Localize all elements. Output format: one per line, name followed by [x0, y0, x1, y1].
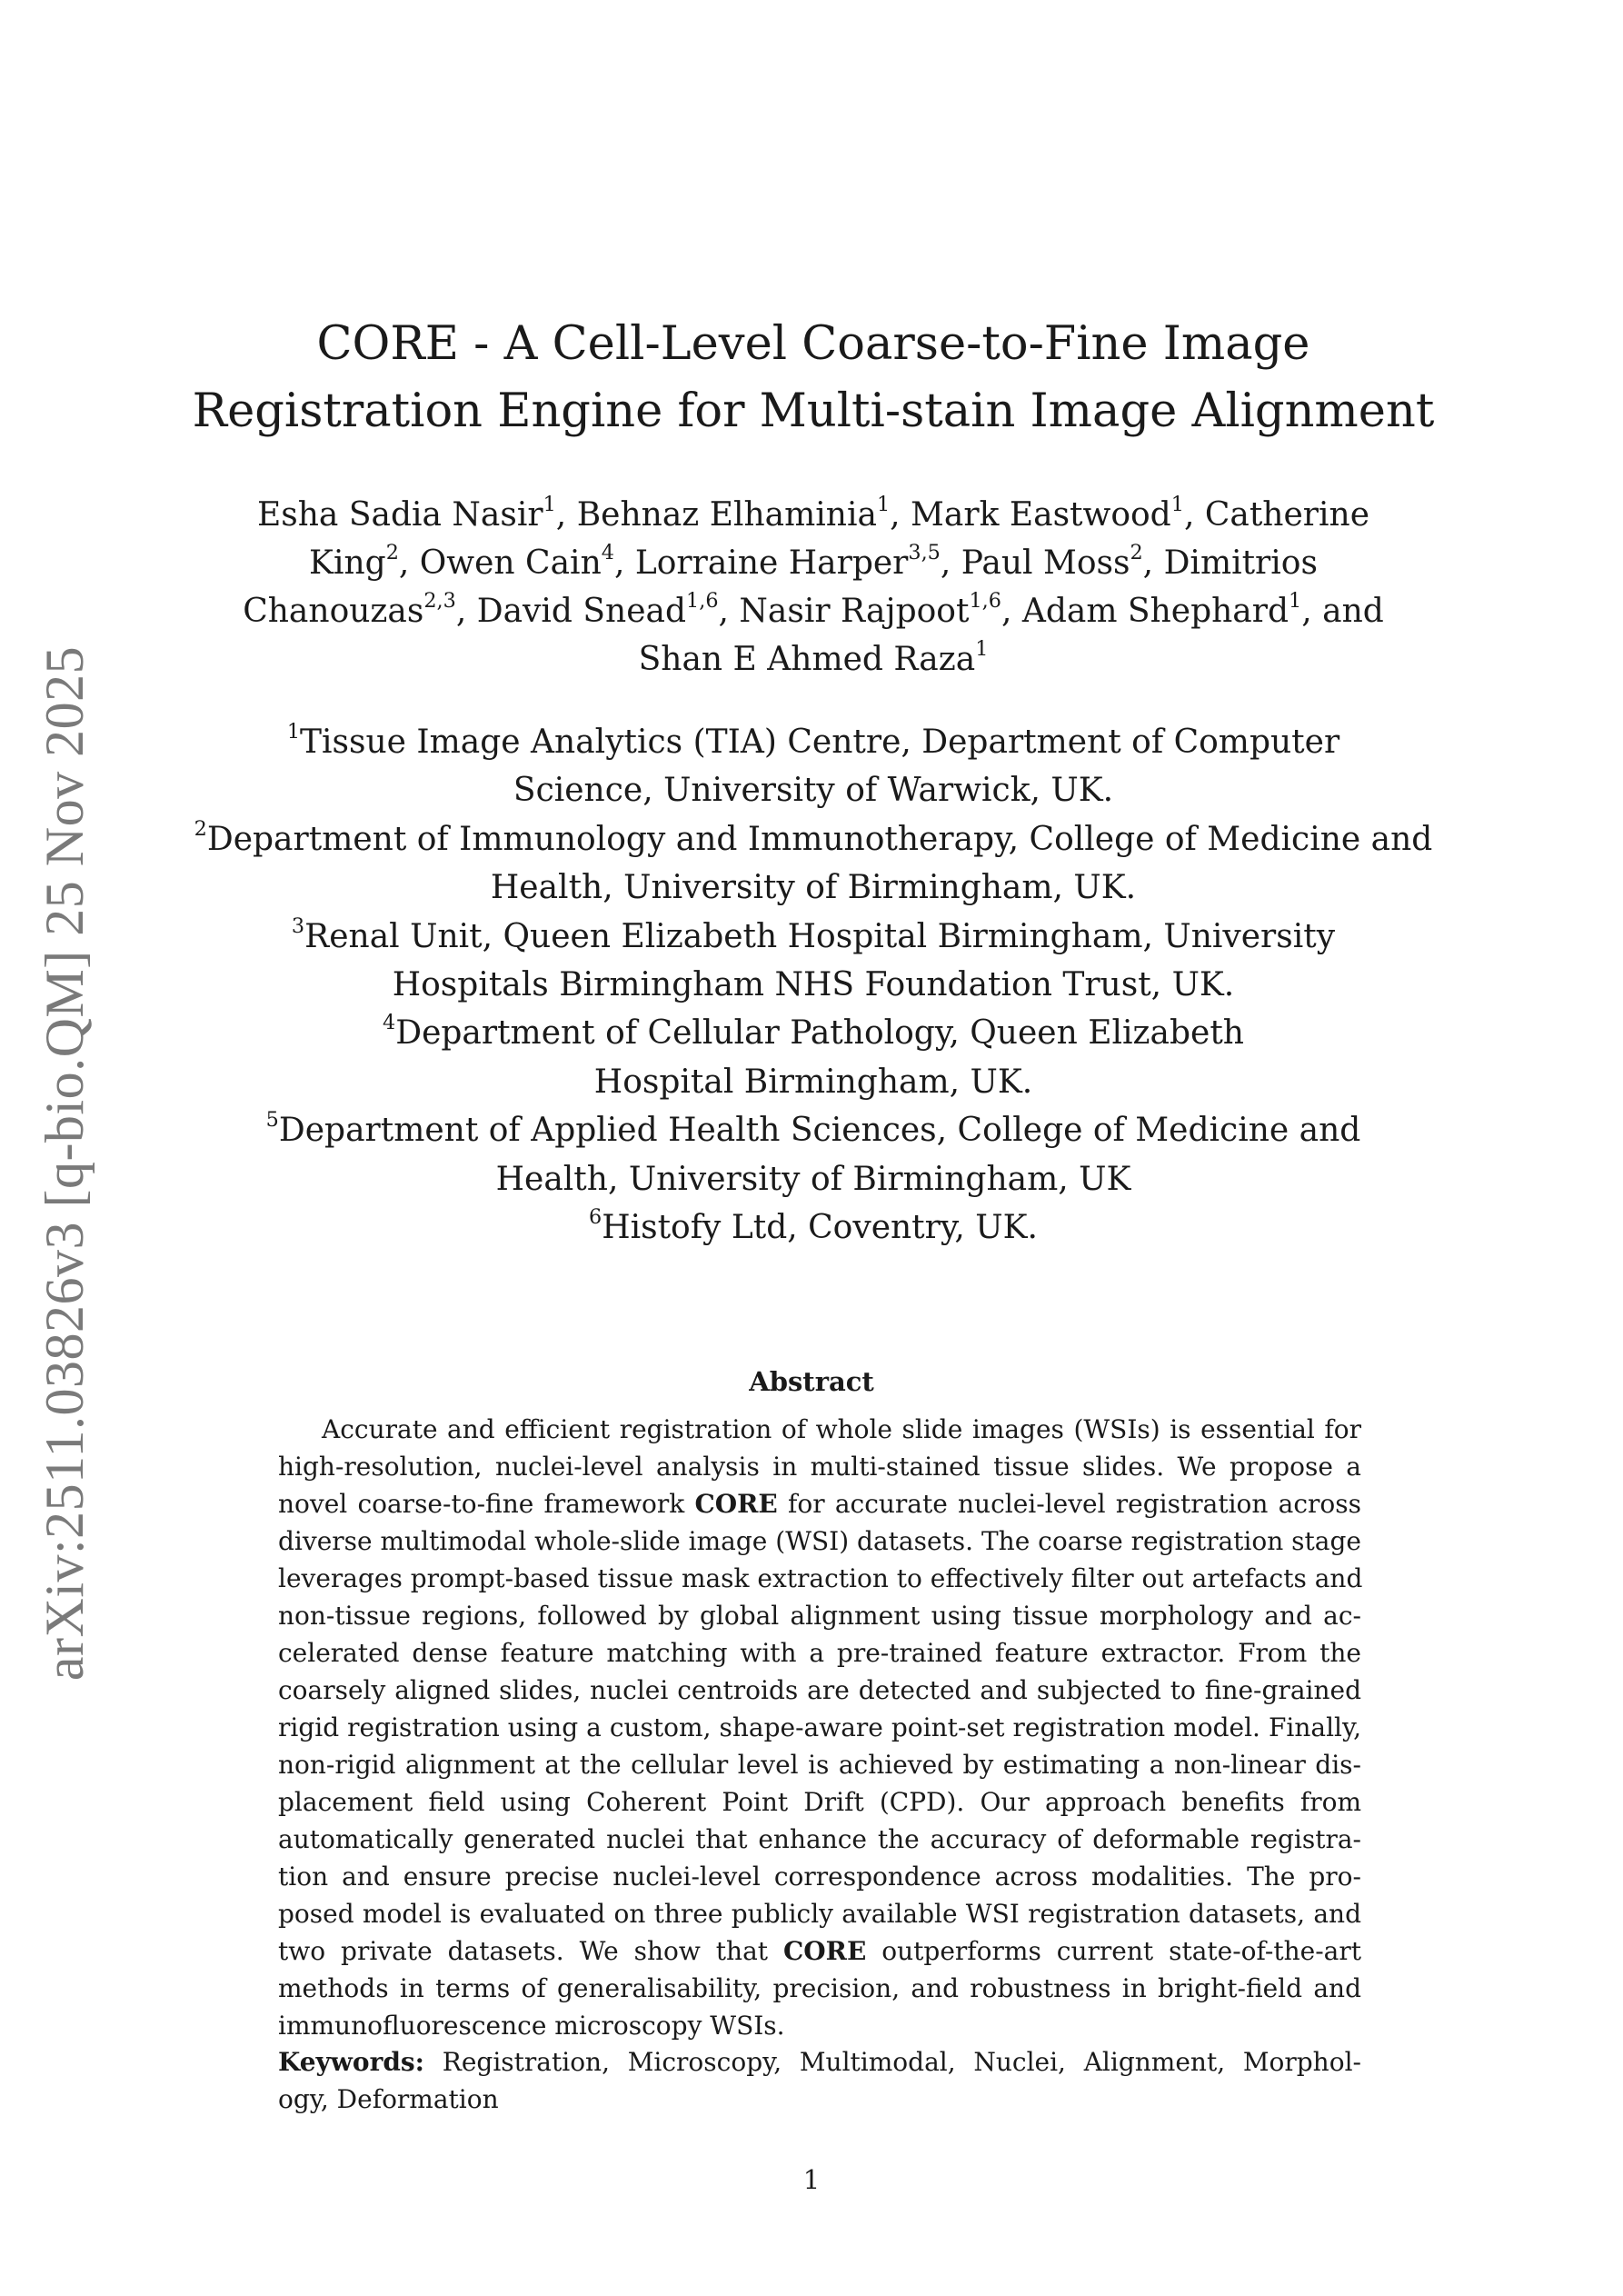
- author-name-part: Catherine: [1204, 496, 1370, 534]
- keywords-text: Registration, Microscopy, Multimodal, Nuclei, Alignment, Morphol-: [442, 2047, 1361, 2077]
- abstract-line: rigid registration using a custom, shape-aware point-set registration model. Finally,: [278, 1712, 1361, 1742]
- affiliation-number: 1: [286, 719, 301, 744]
- abstract-line: high-resolution, nuclei-level analysis in multi-stained tissue slides. We propose a: [278, 1452, 1361, 1482]
- affiliation-text-part: Department of Immunology and Immunotherapy, College of Medicine and: [206, 820, 1433, 858]
- title-line: CORE - A Cell-Level Coarse-to-Fine Image: [316, 317, 1310, 371]
- author-list: [182, 491, 1445, 684]
- affiliation-line: [182, 815, 1445, 863]
- abstract-line: novel coarse-to-fine framework CORE for accurate nuclei-level registration across: [278, 1489, 1361, 1519]
- author-name-part: King: [309, 544, 386, 582]
- author-name-part: Dimitrios: [1163, 544, 1318, 582]
- author-name: Nasir Rajpoot: [739, 593, 970, 630]
- author-name: Lorraine Harper: [634, 544, 909, 582]
- author-name: Paul Moss: [961, 544, 1130, 582]
- abstract-line: posed model is evaluated on three publicly available WSI registration datasets, and: [278, 1899, 1361, 1929]
- author-name: David Snead: [476, 593, 687, 630]
- affiliation-line: [182, 766, 1445, 814]
- abstract-emphasis: CORE: [694, 1489, 778, 1519]
- abstract-line: non-rigid alignment at the cellular level is achieved by estimating a non-linear dis-: [278, 1750, 1361, 1780]
- affiliation-number: 4: [383, 1011, 396, 1035]
- affiliation-line: [182, 913, 1445, 961]
- author-name: Esha Sadia Nasir: [256, 496, 543, 534]
- abstract-body: [278, 1411, 1361, 2044]
- arxiv-stamp[interactable]: arXiv:2511.03826v3 [q-bio.QM] 25 Nov 2025: [35, 645, 95, 1682]
- keywords-line: ogy, Deformation: [278, 2084, 499, 2114]
- affiliation-list: [182, 718, 1445, 1252]
- author-affiliation-mark: 2,3: [423, 588, 456, 613]
- affiliation-line: [182, 1009, 1445, 1057]
- abstract-line: leverages prompt-based tissue mask extraction to effectively filter out artefacts and: [278, 1563, 1363, 1593]
- abstract-line: coarsely aligned slides, nuclei centroids are detected and subjected to fine-grained: [278, 1675, 1361, 1705]
- author-affiliation-mark: 1,6: [686, 588, 719, 613]
- affiliation-number: 2: [194, 816, 207, 841]
- affiliation-text-part: Tissue Image Analytics (TIA) Centre, Department of Computer: [300, 724, 1340, 761]
- abstract-line: diverse multimodal whole-slide image (WSI) datasets. The coarse registration stage: [278, 1526, 1361, 1556]
- author-line: Esha Sadia Nasir$^1$, Behnaz Elhaminia$^1$, Mark Eastwood$^1$, Catherine: [256, 492, 1370, 534]
- abstract-emphasis: CORE: [783, 1936, 867, 1966]
- author-affiliation-mark: 1: [975, 636, 989, 661]
- author-affiliation-mark: 3,5: [908, 540, 941, 564]
- affiliation-text: Histofy Ltd, Coventry, UK.: [602, 1209, 1038, 1247]
- abstract-line: celerated dense feature matching with a pre-trained feature extractor. From the: [278, 1638, 1361, 1668]
- author-affiliation-mark: 2: [385, 540, 399, 564]
- author-line: [182, 635, 1445, 684]
- affiliation-text-part: Department of Applied Health Sciences, College of Medicine and: [278, 1112, 1361, 1150]
- keywords: [278, 2043, 1361, 2118]
- author-affiliation-mark: 1: [543, 492, 556, 516]
- affiliation-text-part: Health, University of Birmingham, UK.: [490, 869, 1137, 907]
- affiliation-text-part: Health, University of Birmingham, UK: [495, 1160, 1131, 1198]
- affiliation-line: [182, 1058, 1445, 1106]
- abstract-line: placement field using Coherent Point Drift (CPD). Our approach benefits from: [278, 1787, 1361, 1817]
- abstract-line: tion and ensure precise nuclei-level correspondence across modalities. The pro-: [278, 1862, 1361, 1892]
- author-affiliation-mark: 1: [876, 492, 891, 516]
- author-name: Shan E Ahmed Raza: [638, 641, 976, 678]
- keywords-label: Keywords:: [278, 2047, 425, 2077]
- author-name-part: Chanouzas: [243, 593, 424, 630]
- author-name: Owen Cain: [419, 544, 602, 582]
- affiliation-line: [182, 1203, 1445, 1252]
- affiliation-text-part: Renal Unit, Queen Elizabeth Hospital Birmingham, University: [304, 917, 1336, 955]
- author-affiliation-mark: 1: [1170, 492, 1184, 516]
- abstract-line: immunofluorescence microscopy WSIs.: [278, 2011, 785, 2041]
- abstract-line: methods in terms of generalisability, precision, and robustness in bright-field and: [278, 1973, 1361, 2003]
- author-affiliation-mark: 1: [1289, 588, 1302, 613]
- author-line: King$^2$, Owen Cain$^4$, Lorraine Harper$^{3,5}$, Paul Moss$^2$, Dimitrios: [309, 540, 1318, 582]
- abstract-line: automatically generated nuclei that enhance the accuracy of deformable registra-: [278, 1824, 1361, 1854]
- keywords-line: [278, 2043, 1361, 2081]
- paper-title: [182, 311, 1445, 445]
- author-name: Adam Shephard: [1021, 593, 1289, 630]
- affiliation-text-part: Hospital Birmingham, UK.: [593, 1063, 1033, 1101]
- affiliation-line: [182, 1106, 1445, 1154]
- author-name: Mark Eastwood: [911, 496, 1171, 534]
- author-affiliation-mark: 4: [601, 540, 614, 564]
- affiliation-number: 5: [265, 1108, 279, 1133]
- affiliation-text-part: Science, University of Warwick, UK.: [513, 772, 1114, 810]
- affiliation-line: [182, 718, 1445, 766]
- page-number: 1: [802, 2164, 821, 2195]
- abstract-heading: Abstract: [749, 1366, 874, 1397]
- affiliation-line: [182, 863, 1445, 912]
- affiliation-text-part: Hospitals Birmingham NHS Foundation Trust, UK.: [392, 966, 1235, 1004]
- title-line: Registration Engine for Multi-stain Image Alignment: [192, 384, 1435, 438]
- author-line: Chanouzas$^{2,3}$, David Snead$^{1,6}$, Nasir Rajpoot$^{1,6}$, Adam Shephard$^1$, and: [243, 588, 1384, 630]
- affiliation-text-part: Department of Cellular Pathology, Queen Elizabeth: [395, 1014, 1244, 1053]
- affiliation-number: 6: [589, 1205, 602, 1229]
- affiliation-number: 3: [291, 913, 305, 938]
- author-affiliation-mark: 1,6: [969, 588, 1001, 613]
- author-affiliation-mark: 2: [1130, 540, 1143, 564]
- author-name: Behnaz Elhaminia: [576, 496, 877, 534]
- abstract-line: Accurate and efficient registration of whole slide images (WSIs) is essential for: [322, 1414, 1361, 1444]
- affiliation-line: [182, 1155, 1445, 1203]
- abstract-line: non-tissue regions, followed by global alignment using tissue morphology and ac-: [278, 1601, 1361, 1631]
- affiliation-line: [182, 961, 1445, 1009]
- abstract-line: two private datasets. We show that CORE outperforms current state-of-the-art: [278, 1936, 1361, 1966]
